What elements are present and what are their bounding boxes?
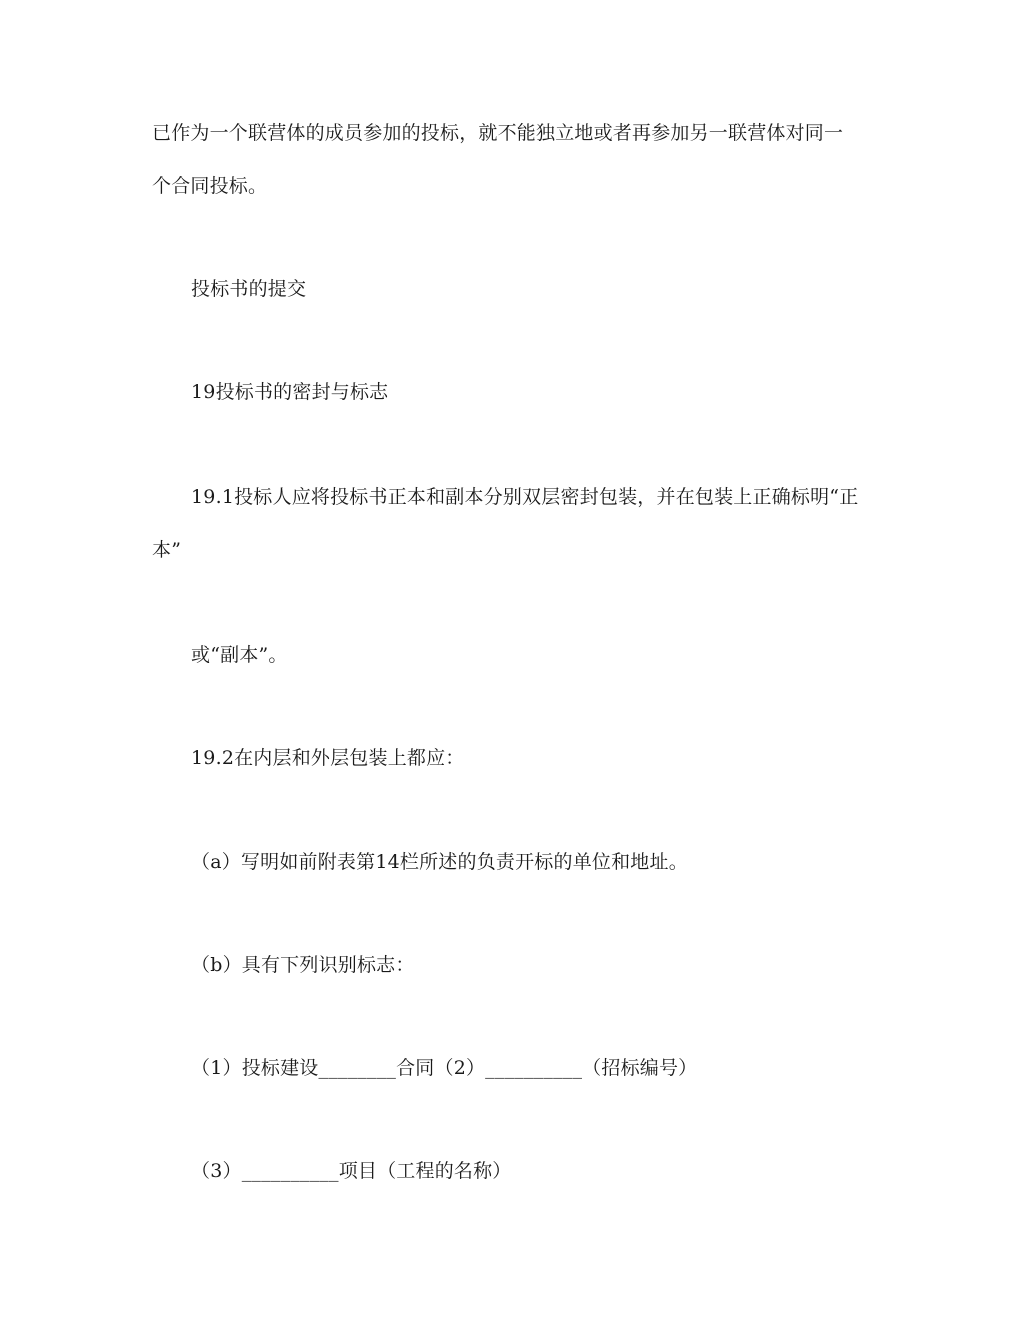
item-b: （b）具有下列识别标志： [191,954,415,976]
paragraph-line-2: 个合同投标。 [152,175,268,197]
clause-19-1-line-1: 19.1投标人应将投标书正本和副本分别双层密封包装，并在包装上正确标明“正 [191,486,859,508]
clause-19-1-line-2: 本” [152,539,182,561]
paragraph-line-1: 已作为一个联营体的成员参加的投标，就不能独立地或者再参加另一联营体对同一 [152,122,844,144]
clause-19-1-line-3: 或“副本”。 [191,644,288,666]
section-heading: 投标书的提交 [191,278,307,300]
item-1-2: （1）投标建设________合同（2）__________（招标编号） [191,1057,698,1079]
item-a: （a）写明如前附表第14栏所述的负责开标的单位和地址。 [191,851,688,873]
clause-19-2: 19.2在内层和外层包装上都应： [191,747,465,769]
clause-heading-19: 19投标书的密封与标志 [191,381,389,403]
item-3: （3）__________项目（工程的名称） [191,1160,512,1182]
